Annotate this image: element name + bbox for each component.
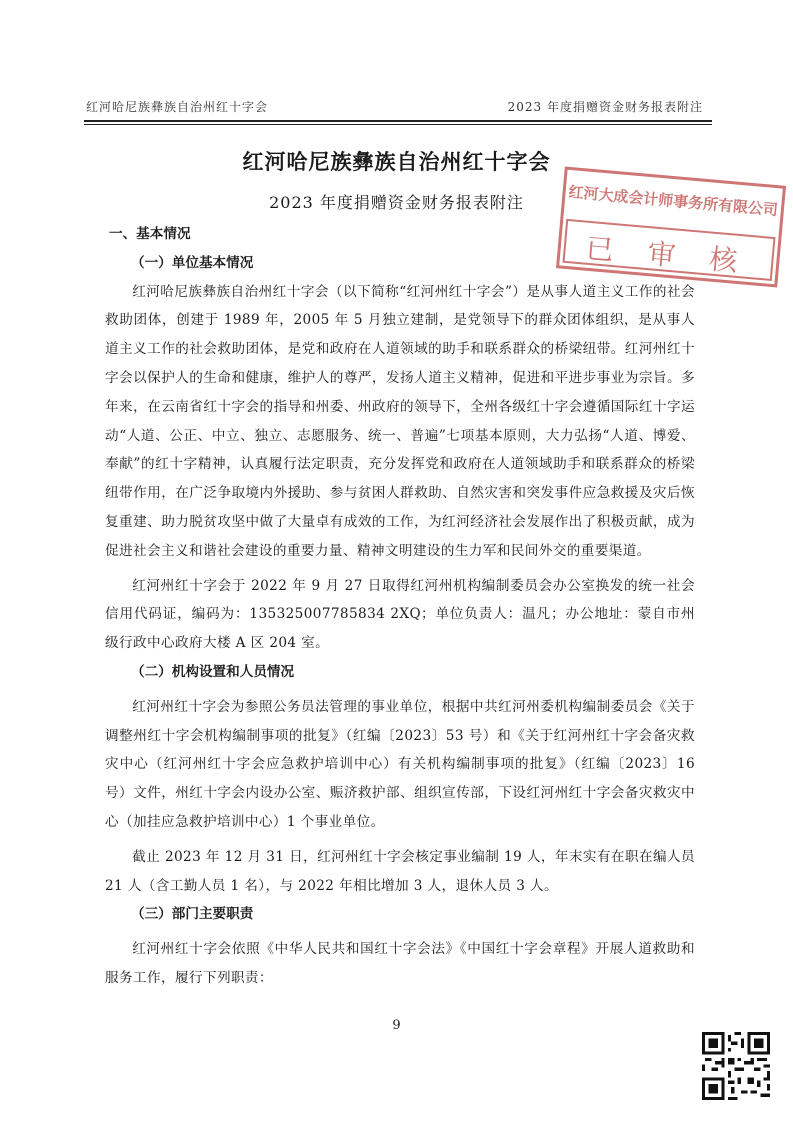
stamp-company-name: 红河大成会计师事务所有限公司 <box>567 182 779 220</box>
page-number: 9 <box>392 1018 401 1033</box>
paragraph-staffing: 截止 2023 年 12 月 31 日，红河州红十字会核定事业编制 19 人，年末实有在职在编人员 21 人（含工勤人员 1 名），与 2022 年相比增加 3 人，退休人员 3 人。 <box>105 848 695 894</box>
document-title: 红河哈尼族彝族自治州红十字会 <box>242 149 551 174</box>
paragraph-duties-intro: 红河州红十字会依照《中华人民共和国红十字会法》《中国红十字会章程》开展人道救助和服务工作，履行下列职责： <box>105 941 695 986</box>
stamp-status: 已审核 <box>584 231 773 281</box>
qr-code-icon <box>702 1032 770 1100</box>
paragraph-organization: 红河州红十字会为参照公务员法管理的事业单位，根据中共红河州委机构编制委员会《关于调整州红十字会机构编制事项的批复》（红编〔2023〕53 号）和《关于红河州红十字会备灾救灾中心（红河州红十字会应急救护培训中心）有关机构编制事项的批复》（红编〔2023〕16 号）文件，州红十字会内设办公室、赈济救护部、组织宣传部，下设红河州红十字会备灾救灾中心（加挂应急救护培训中心）1 个事业单位。 <box>105 698 695 830</box>
paragraph-unit-intro: 红河哈尼族彝族自治州红十字会（以下简称“红河州红十字会”）是从事人道主义工作的社会救助团体，创建于 1989 年，2005 年 5 月独立建制，是党领导下的群众团体组织，是从事人道主义工作的社会救助团体，是党和政府在人道领域的助手和联系群众的桥梁纽带。红河州红十字会以保护人的生命和健康，维护人的尊严，发扬人道主义精神，促进和平进步事业为宗旨。多年来，在云南省红十字会的指导和州委、州政府的领导下，全州各级红十字会遵循国际红十字运动“人道、公正、中立、独立、志愿服务、统一、普遍”七项基本原则，大力弘扬“人道、博爱、奉献”的红十字精神，认真履行法定职责，充分发挥党和政府在人道领域助手和联系群众的桥梁纽带作用，在广泛争取境内外援助、参与贫困人群救助、自然灾害和突发事件应急救援及灾后恢复重建、助力脱贫攻坚中做了大量卓有成效的工作，为红河经济社会发展作出了积极贡献，成为促进社会主义和谐社会建设的重要力量、精神文明建设的生力军和民间外交的重要渠道。 <box>105 283 695 559</box>
subsection-heading-organization: （二）机构设置和人员情况 <box>131 663 295 680</box>
document-body <box>105 220 695 993</box>
running-header-left: 红河哈尼族彝族自治州红十字会 <box>86 100 269 114</box>
subsection-heading-unit-info: （一）单位基本情况 <box>131 254 254 271</box>
document-subtitle: 2023 年度捐赠资金财务报表附注 <box>269 193 524 212</box>
running-header-right: 2023 年度捐赠资金财务报表附注 <box>507 100 703 114</box>
subsection-heading-duties: （三）部门主要职责 <box>131 906 254 923</box>
paragraph-credit-code: 红河州红十字会于 2022 年 9 月 27 日取得红河州机构编制委员会办公室换发的统一社会信用代码证，编码为：135325007785834 2XQ；单位负责人：温凡；办公地址：蒙自市州级行政中心政府大楼 A 区 204 室。 <box>105 577 695 652</box>
header-rule <box>84 120 712 122</box>
section-heading-basic-info: 一、基本情况 <box>109 226 191 242</box>
header-rule-thin <box>84 124 712 125</box>
